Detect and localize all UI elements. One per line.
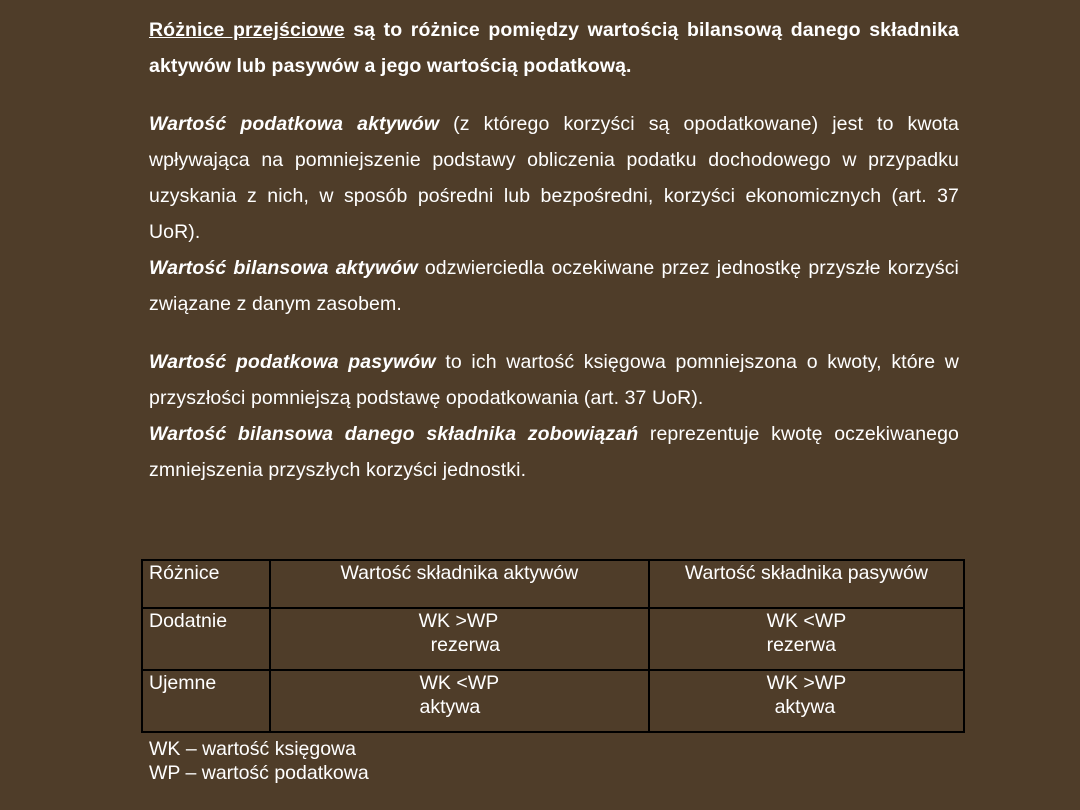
paragraph-tax-value-liabilities	[149, 344, 959, 416]
header-differences: Różnice	[142, 560, 270, 608]
paragraph-tax-value-assets	[149, 106, 959, 250]
cell-relation: WK <WP	[766, 610, 847, 632]
paragraph-temporary-differences	[149, 12, 959, 84]
cell-negative-assets	[270, 670, 649, 732]
row-label-negative: Ujemne	[142, 670, 270, 732]
cell-positive-liabilities	[649, 608, 964, 670]
term-tax-value-liabilities: Wartość podatkowa pasywów	[149, 351, 436, 373]
definition-balance-value-assets: odzwierciedla oczekiwane przez jednostkę przyszłe korzyści związane z danym zasobem.	[149, 257, 959, 315]
differences-table	[141, 559, 965, 733]
definition-balance-value-liabilities: reprezentuje kwotę oczekiwanego zmniejszenia przyszłych korzyści jednostki.	[149, 423, 960, 481]
table-row	[142, 670, 964, 732]
cell-result: aktywa	[774, 696, 836, 718]
definition-tax-value-liabilities: to ich wartość księgowa pomniejszona o kwoty, które w przyszłości pomniejszą podstawę opodatkowania (art. 37 UoR).	[149, 351, 959, 409]
header-liabilities: Wartość składnika pasywów	[649, 560, 964, 608]
abbreviations-legend	[149, 737, 369, 785]
cell-relation: WK <WP	[419, 672, 500, 694]
cell-result: rezerwa	[766, 634, 836, 656]
cell-result: aktywa	[419, 696, 481, 718]
table-row	[142, 608, 964, 670]
cell-result: rezerwa	[430, 634, 500, 656]
term-balance-value-liabilities: Wartość bilansowa danego składnika zobowiązań	[149, 423, 639, 445]
definitions-text	[149, 12, 959, 488]
cell-relation: WK >WP	[418, 610, 499, 632]
paragraph-balance-value-assets	[149, 250, 959, 322]
term-tax-value-assets: Wartość podatkowa aktywów	[149, 113, 440, 135]
cell-relation: WK >WP	[766, 672, 847, 694]
cell-negative-liabilities	[649, 670, 964, 732]
cell-positive-assets	[270, 608, 649, 670]
definition-tax-value-assets: (z którego korzyści są opodatkowane) jest to kwota wpływająca na pomniejszenie podstawy obliczenia podatku dochodowego w przypadku uzyskania z nich, w sposób pośredni lub bezpośredni, korzyści ekonomicznych (art. 37 UoR).	[149, 113, 959, 243]
row-label-positive: Dodatnie	[142, 608, 270, 670]
table-header-row	[142, 560, 964, 608]
definition-temporary-differences: są to różnice pomiędzy wartością bilansową danego składnika aktywów lub pasywów a jego wartością podatkową.	[149, 19, 959, 77]
term-balance-value-assets: Wartość bilansowa aktywów	[149, 257, 418, 279]
legend-wp: WP – wartość podatkowa	[149, 762, 369, 784]
legend-wk: WK – wartość księgowa	[149, 738, 356, 760]
term-temporary-differences: Różnice przejściowe	[149, 19, 345, 41]
paragraph-balance-value-liabilities	[149, 416, 959, 488]
header-assets: Wartość składnika aktywów	[270, 560, 649, 608]
